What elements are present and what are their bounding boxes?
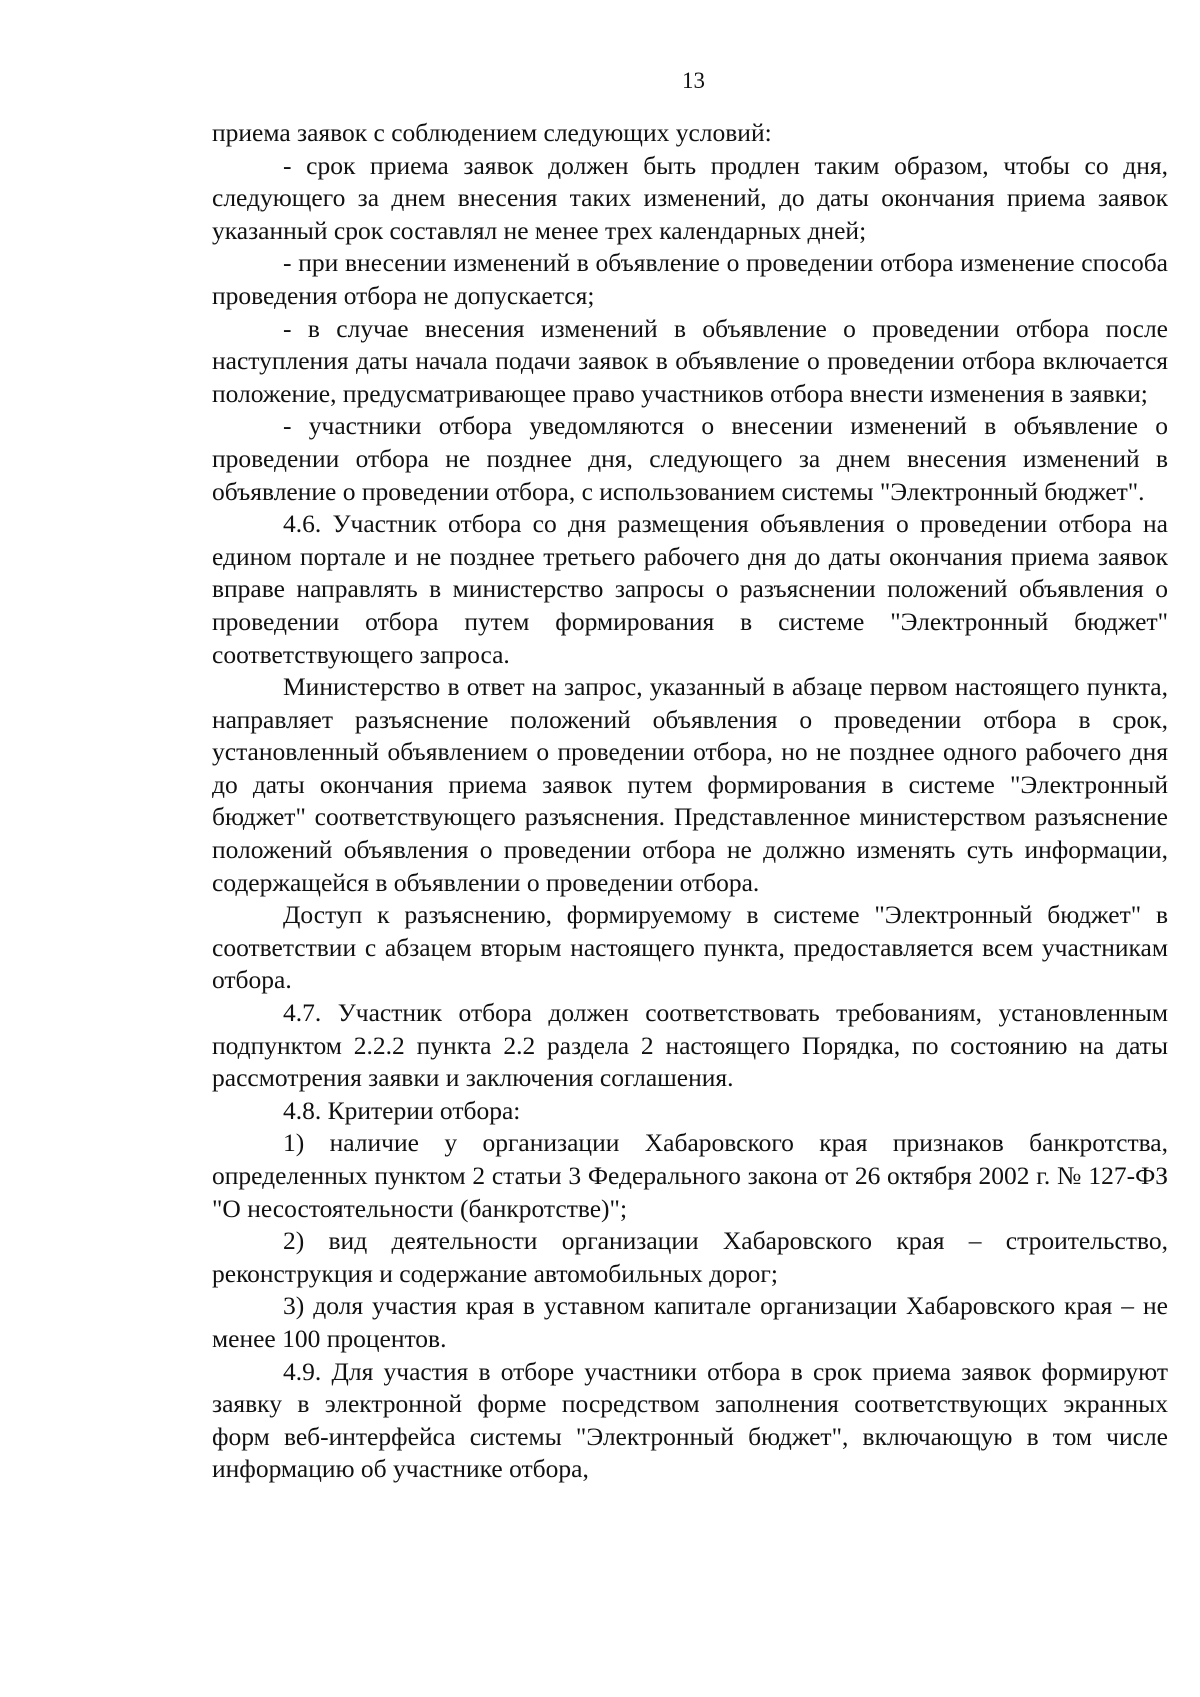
paragraph-condition-deadline: - срок приема заявок должен быть продлен таким образом, чтобы со дня, следующего за днем внесения таких изменений, до даты окончания приема заявок указанный срок составлял не менее трех календарных дней; bbox=[212, 150, 1168, 245]
paragraph-condition-amendments: - в случае внесения изменений в объявление о проведении отбора после наступления даты начала подачи заявок в объявление о проведении отбора включается положение, предусматривающее право участников отбора внести изменения в заявки; bbox=[212, 313, 1168, 408]
paragraph-criterion-2: 2) вид деятельности организации Хабаровского края – строительство, реконструкция и содержание автомобильных дорог; bbox=[212, 1226, 1168, 1288]
document-body bbox=[212, 117, 1168, 1486]
paragraph-criterion-3: 3) доля участия края в уставном капитале организации Хабаровского края – не менее 100 процентов. bbox=[212, 1291, 1168, 1353]
paragraph-ministry-response: Министерство в ответ на запрос, указанный в абзаце первом настоящего пункта, направляет разъяснение положений объявления о проведении отбора в срок, установленный объявлением о проведении отбора, но не позднее одного рабочего дня до даты окончания приема заявок путем формирования в системе "Электронный бюджет" соответствующего разъяснения. Представленное министерством разъяснение положений объявления о проведении отбора не должно изменять суть информации, содержащейся в объявлении о проведении отбора. bbox=[212, 672, 1168, 897]
paragraph-4-9: 4.9. Для участия в отборе участники отбора в срок приема заявок формируют заявку в электронной форме посредством заполнения соответствующих экранных форм веб-интерфейса системы "Электронный бюджет", включающую в том числе информацию об участнике отбора, bbox=[212, 1356, 1168, 1484]
paragraph-4-6: 4.6. Участник отбора со дня размещения объявления о проведении отбора на едином портале и не позднее третьего рабочего дня до даты окончания приема заявок вправе направлять в министерство запросы о разъяснении положений объявления о проведении отбора путем формирования в системе "Электронный бюджет" соответствующего запроса. bbox=[212, 509, 1168, 669]
paragraph-access: Доступ к разъяснению, формируемому в системе "Электронный бюджет" в соответствии с абзацем вторым настоящего пункта, предоставляется всем участникам отбора. bbox=[212, 900, 1168, 995]
paragraph-criterion-1: 1) наличие у организации Хабаровского края признаков банкротства, определенных пунктом 2 статьи 3 Федерального закона от 26 октября 2002 г. № 127-ФЗ "О несостоятельности (банкротстве)"; bbox=[212, 1128, 1168, 1223]
paragraph-4-8: 4.8. Критерии отбора: bbox=[283, 1095, 521, 1125]
paragraph-condition-method: - при внесении изменений в объявление о проведении отбора изменение способа проведения отбора не допускается; bbox=[212, 248, 1168, 310]
paragraph-condition-notification: - участники отбора уведомляются о внесении изменений в объявление о проведении отбора не позднее дня, следующего за днем внесения изменений в объявление о проведении отбора, с использованием системы "Электронный бюджет". bbox=[212, 411, 1168, 506]
paragraph-4-7: 4.7. Участник отбора должен соответствовать требованиям, установленным подпунктом 2.2.2 пункта 2.2 раздела 2 настоящего Порядка, по состоянию на даты рассмотрения заявки и заключения соглашения. bbox=[212, 998, 1168, 1093]
page-number-text: 13 bbox=[682, 68, 705, 93]
paragraph-continuation: приема заявок с соблюдением следующих условий: bbox=[212, 118, 772, 147]
